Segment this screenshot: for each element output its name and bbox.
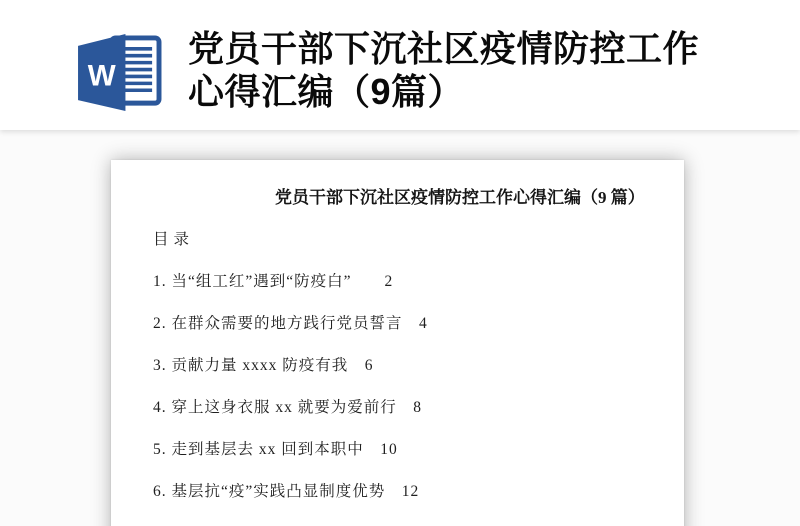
toc-item-6: 6. 基层抗“疫”实践凸显制度优势 12 [153, 483, 420, 500]
document-title: 党员干部下沉社区疫情防控工作心得汇编（9 篇） [275, 188, 645, 207]
page-title-line-1: 党员干部下沉社区疫情防控工作 [188, 28, 700, 69]
toc-item-2: 2. 在群众需要的地方践行党员誓言 4 [153, 315, 428, 332]
toc-item-5: 5. 走到基层去 xx 回到本职中 10 [153, 441, 398, 458]
document-page [111, 160, 684, 526]
document-preview-area [0, 130, 800, 526]
site-header [0, 0, 800, 130]
toc-item-1: 1. 当“组工红”遇到“防疫白” 2 [153, 273, 394, 290]
toc-item-3: 3. 贡献力量 xxxx 防疫有我 6 [153, 357, 374, 374]
word-icon-letter: W [87, 59, 116, 93]
page-title-line-2: 心得汇编（9篇） [188, 71, 465, 112]
toc-heading: 目录 [153, 231, 195, 248]
toc-item-4: 4. 穿上这身衣服 xx 就要为爱前行 8 [153, 399, 423, 416]
page-title [188, 27, 699, 113]
word-file-icon [78, 33, 163, 112]
